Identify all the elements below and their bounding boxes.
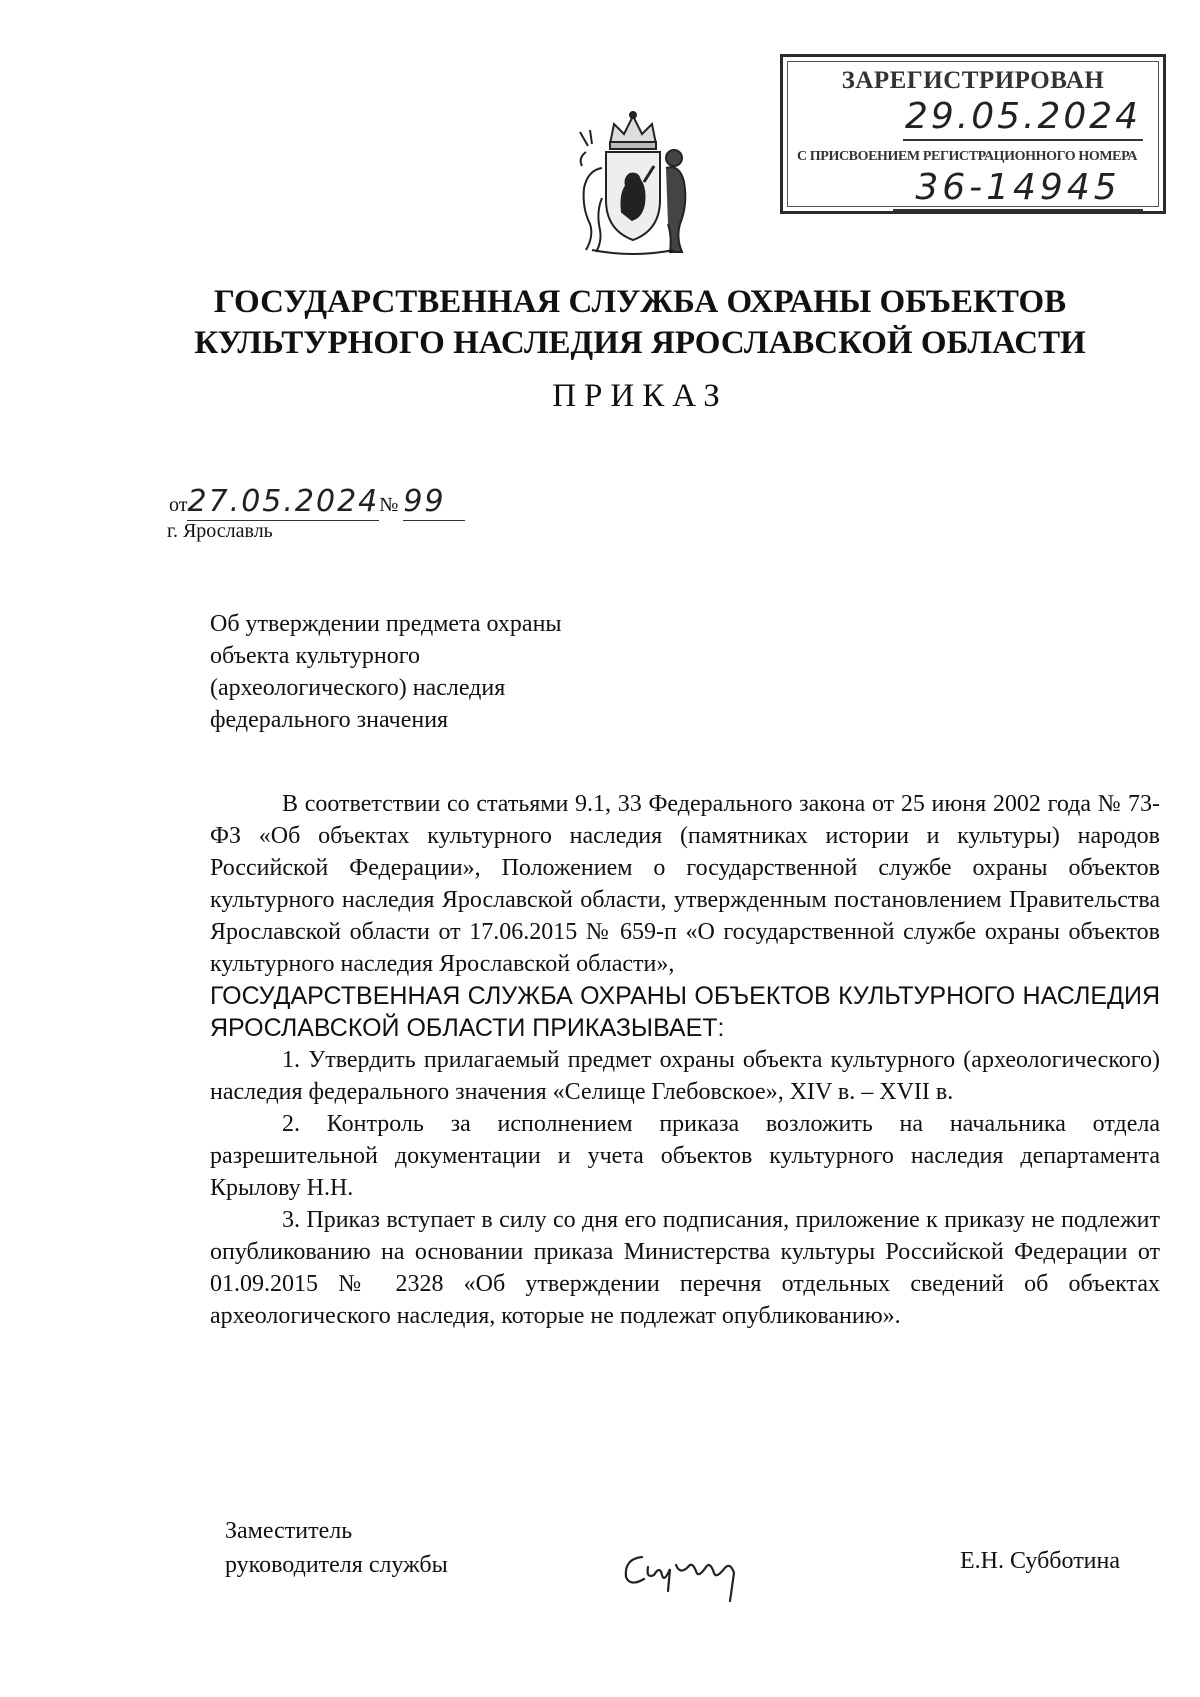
order-item-3: 3. Приказ вступает в силу со дня его подписания, приложение к приказу не подлежит опубликованию на основании приказа Министерства культуры Российской Федерации от 01.09.2015 № 2328 «Об утверждении перечня отдельных сведений об объектах археологического наследия, которые не подлежат опубликованию». — [210, 1207, 1160, 1329]
order-subject — [210, 608, 670, 736]
order-number: 99 — [403, 484, 446, 519]
order-city: г. Ярославль — [167, 520, 273, 542]
agency-name — [150, 282, 1130, 364]
order-item-2: 2. Контроль за исполнением приказа возложить на начальника отдела разрешительной документации и учета объектов культурного наследия департамента Крылову Н.Н. — [210, 1111, 1160, 1201]
subject-line: (археологического) наследия — [210, 675, 506, 701]
signatory-name: Е.Н. Субботина — [960, 1548, 1121, 1574]
handwritten-signature — [618, 1545, 768, 1605]
signatory-position — [225, 1514, 448, 1582]
position-line-2: руководителя службы — [225, 1552, 448, 1578]
agency-name-line-2: КУЛЬТУРНОГО НАСЛЕДИЯ ЯРОСЛАВСКОЙ ОБЛАСТИ — [194, 325, 1086, 361]
subject-line: федерального значения — [210, 707, 449, 733]
order-date-number — [169, 484, 465, 521]
subject-line: Об утверждении предмета охраны — [210, 611, 562, 637]
order-number-label: № — [379, 494, 399, 516]
order-date: 27.05.2024 — [187, 484, 380, 519]
order-clause: ГОСУДАРСТВЕННАЯ СЛУЖБА ОХРАНЫ ОБЪЕКТОВ КУЛЬТУРНОГО НАСЛЕДИЯ ЯРОСЛАВСКОЙ ОБЛАСТИ ПРИКАЗЫВАЕТ: — [210, 982, 1160, 1042]
yaroslavl-coat-of-arms-icon — [562, 108, 704, 258]
subject-line: объекта культурного — [210, 643, 420, 669]
order-from-label: от — [169, 494, 188, 516]
preamble-paragraph: В соответствии со статьями 9.1, 33 Федерального закона от 25 июня 2002 года № 73-ФЗ «Об объектах культурного наследия (памятниках истории и культуры) народов Российской Федерации», Положением о государственной службе охраны объектов культурного наследия Ярославской области, утвержденным постановлением Правительства Ярославской области от 17.06.2015 № 659-п «О государственной службе охраны объектов культурного наследия Ярославской области», — [210, 791, 1160, 977]
registration-stamp — [780, 54, 1166, 214]
agency-name-line-1: ГОСУДАРСТВЕННАЯ СЛУЖБА ОХРАНЫ ОБЪЕКТОВ — [213, 284, 1067, 320]
position-line-1: Заместитель — [225, 1518, 353, 1544]
document-type: ПРИКАЗ — [552, 378, 728, 414]
stamp-title: ЗАРЕГИСТРИРОВАН — [841, 67, 1105, 94]
order-item-1: 1. Утвердить прилагаемый предмет охраны объекта культурного (археологического) наследия федерального значения «Селище Глебовское», XIV в. – XVII в. — [210, 1047, 1160, 1105]
stamp-subtitle: С ПРИСВОЕНИЕМ РЕГИСТРАЦИОННОГО НОМЕРА — [797, 149, 1138, 164]
stamp-registration-date: 29.05.2024 — [903, 95, 1143, 141]
stamp-registration-number: 36-14945 — [893, 167, 1143, 211]
order-body — [210, 788, 1160, 1332]
